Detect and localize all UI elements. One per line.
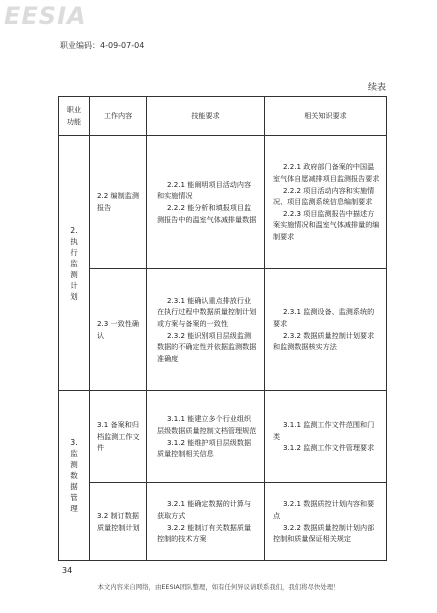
work-content-cell: 3.2 制订数据质量控制计划 (90, 483, 147, 561)
standards-table (58, 96, 387, 561)
knowledge-item: 3.1.1 监测工作文件范围和门类 (273, 420, 375, 441)
occupation-code: 职业编码：4-09-07-04 (60, 41, 145, 50)
skill-item: 2.2.1 能阐明项目活动内容和实施情况 (157, 179, 252, 201)
continued-label: 续表 (368, 83, 387, 93)
header-skills: 技能要求 (147, 97, 265, 136)
header-knowledge: 相关知识要求 (265, 97, 387, 136)
function-label: 3. 监测数据管理 (70, 438, 78, 513)
skill-item: 2.3.2 能识别项目层级监测数据的不确定性并依据监测数据准确度 (157, 330, 257, 363)
knowledge-item: 3.2.2 数据质量控制计划内部控制和质量保证相关规定 (273, 522, 375, 544)
knowledge-cell (265, 391, 387, 483)
header-content: 工作内容 (90, 97, 147, 136)
table-row (59, 269, 387, 391)
header-function: 职业功能 (59, 97, 90, 136)
knowledge-item: 3.2.1 数据质控计划内容和要点 (273, 499, 375, 520)
skill-cell (147, 269, 265, 391)
knowledge-item: 2.3.2 数据质量控制计划要求和监测数据核实方法 (273, 330, 375, 352)
eesia-logo: EESIA (4, 2, 87, 30)
knowledge-item: 2.2.1 政府部门备案的中国温室气体自愿减排项目监测报告要求 (273, 162, 380, 184)
page-number: 34 (62, 566, 73, 575)
footer-notice: 本文内容来自网络，由EESIA团队整理，如有任何异议请联系我们，我们将尽快处理！ (97, 583, 340, 591)
skill-item: 3.1.2 能维护项目层级数据质量控制相关信息 (157, 437, 252, 459)
work-content-cell: 2.3 一致性确认 (90, 269, 147, 391)
table-header-row (59, 97, 387, 136)
knowledge-cell (265, 483, 387, 561)
function-cell (59, 391, 90, 561)
table-row (59, 391, 387, 483)
function-cell (59, 136, 90, 391)
skill-item: 3.1.1 能建立多个行业组织层级数据质量控制文档管理规范 (157, 414, 257, 435)
skill-item: 3.2.2 能制订有关数据质量控制的技术方案 (157, 522, 252, 544)
knowledge-cell (265, 269, 387, 391)
table-row (59, 136, 387, 269)
knowledge-item: 2.3.1 监测设备、监测系统的要求 (273, 307, 375, 328)
knowledge-item: 2.2.3 项目监测报告中描述方案实施情况和温室气体减排量的编制要求 (273, 208, 380, 241)
function-label: 2. 执行监测计划 (70, 225, 78, 301)
skill-item: 2.2.2 能分析和填报项目监测报告中的温室气体减排量数据 (157, 203, 257, 224)
skill-cell (147, 483, 265, 561)
knowledge-item: 2.2.2 项目活动内容和实施情况、项目监测系统信息编制要求 (273, 185, 375, 207)
work-content-cell: 3.1 备案和归档监测工作文件 (90, 391, 147, 483)
work-content-cell: 2.2 编制监测报告 (90, 136, 147, 269)
knowledge-cell (265, 136, 387, 269)
skill-item: 2.3.1 能确认重点排放行业在执行过程中数据质量控制计划或方案与备案的一致性 (157, 295, 257, 328)
knowledge-item: 3.1.2 监测工作文件管理要求 (282, 443, 375, 453)
skill-cell (147, 391, 265, 483)
skill-item: 3.2.1 能确定数据的计算与获取方式 (157, 499, 252, 520)
table-row (59, 483, 387, 561)
skill-cell (147, 136, 265, 269)
